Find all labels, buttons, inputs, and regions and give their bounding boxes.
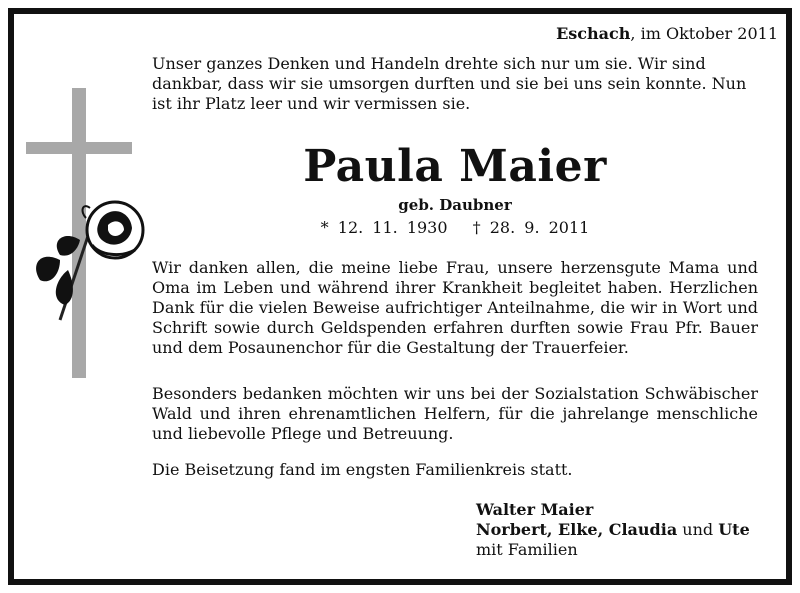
special-thanks-paragraph: Besonders bedanken möchten wir uns bei der Sozialstation Schwäbischer Wald und ihren ehrenamtlichen Helfern, für die jahrelange menschliche und liebevolle Pflege und Betreuung. — [152, 384, 758, 443]
dateline-date: , im Oktober 2011 — [630, 24, 778, 43]
signature-line-1: Walter Maier — [476, 500, 594, 519]
life-dates — [152, 218, 758, 237]
thanks-paragraph: Wir danken allen, die meine liebe Frau, unsere herzensgute Mama und Oma im Leben und während ihrer Krankheit begleitet haben. Herzlichen Dank für die vielen Beweise aufrichtiger Anteilnahme, die wir in Wort und Schrift sowie durch Geldspenden erfahren durften sowie Frau Pfr. Bauer und dem Posaunenchor für die Gestaltung der Trauerfeier. — [152, 258, 758, 357]
intro-text: Unser ganzes Denken und Handeln drehte sich nur um sie. Wir sind dankbar, dass wir sie umsorgen durften und sie bei uns sein konnte. Nun ist ihr Platz leer und wir vermissen sie. — [152, 54, 747, 113]
signature-and: und — [677, 520, 719, 539]
signature-line-3: mit Familien — [476, 540, 578, 559]
death-date: † 28. 9. 2011 — [472, 218, 590, 237]
signature-names: Norbert, Elke, Claudia — [476, 520, 678, 539]
burial-paragraph: Die Beisetzung fand im engsten Familienkreis statt. — [152, 460, 573, 479]
deceased-name: Paula Maier — [303, 141, 607, 192]
signature-last: Ute — [718, 520, 750, 539]
birth-date: * 12. 11. 1930 — [320, 218, 448, 237]
maiden-name: geb. Daubner — [398, 196, 512, 214]
signatures — [476, 500, 750, 560]
dateline — [556, 24, 778, 43]
cross-with-rose-icon — [20, 80, 160, 380]
dateline-place: Eschach — [556, 24, 631, 43]
